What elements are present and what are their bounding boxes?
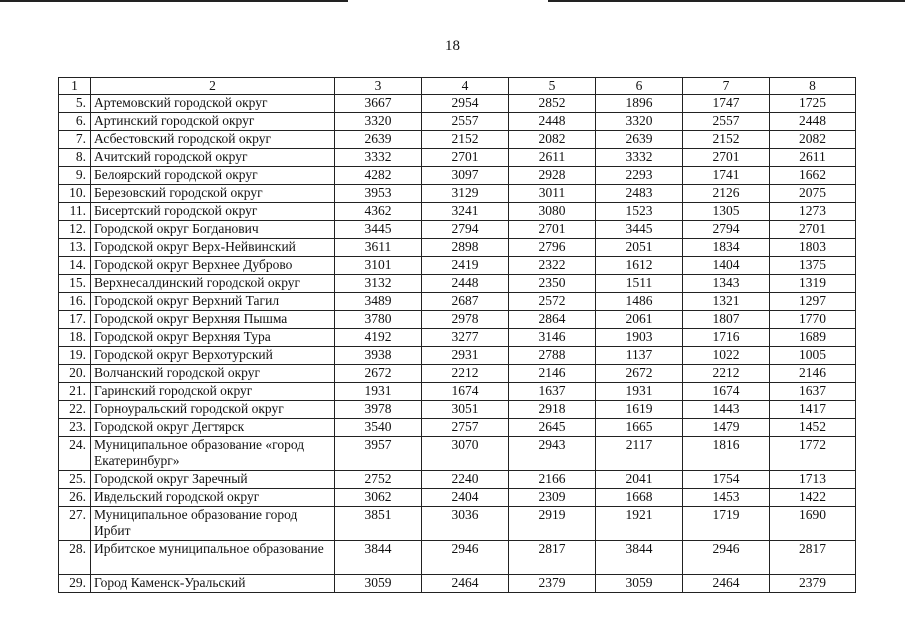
value-cell: 1443: [683, 401, 770, 419]
value-cell: 2152: [422, 131, 509, 149]
value-cell: 1903: [596, 329, 683, 347]
value-cell: 2645: [509, 419, 596, 437]
header-cell: 8: [770, 78, 856, 95]
municipality-name: Верхнесалдинский городской округ: [91, 275, 335, 293]
value-cell: 1523: [596, 203, 683, 221]
table-row: [59, 221, 856, 239]
table-row: [59, 203, 856, 221]
value-cell: 3059: [596, 575, 683, 593]
value-cell: 2126: [683, 185, 770, 203]
value-cell: 3097: [422, 167, 509, 185]
value-cell: 1668: [596, 489, 683, 507]
row-number: 28.: [59, 541, 91, 575]
value-cell: 2404: [422, 489, 509, 507]
header-row: [59, 78, 856, 95]
header-cell: 5: [509, 78, 596, 95]
municipality-name: Городской округ Верхняя Пышма: [91, 311, 335, 329]
value-cell: 2041: [596, 471, 683, 489]
table-row: [59, 507, 856, 541]
value-cell: 1417: [770, 401, 856, 419]
value-cell: 2152: [683, 131, 770, 149]
value-cell: 2051: [596, 239, 683, 257]
value-cell: 1453: [683, 489, 770, 507]
value-cell: 2082: [509, 131, 596, 149]
value-cell: 2464: [422, 575, 509, 593]
value-cell: 3540: [335, 419, 422, 437]
table-body: [59, 95, 856, 593]
row-number: 15.: [59, 275, 91, 293]
value-cell: 2146: [770, 365, 856, 383]
value-cell: 2752: [335, 471, 422, 489]
municipality-name: Ивдельский городской округ: [91, 489, 335, 507]
value-cell: 2611: [770, 149, 856, 167]
value-cell: 2943: [509, 437, 596, 471]
value-cell: 1674: [422, 383, 509, 401]
municipality-name: Городской округ Дегтярск: [91, 419, 335, 437]
row-number: 13.: [59, 239, 91, 257]
row-number: 17.: [59, 311, 91, 329]
value-cell: 1486: [596, 293, 683, 311]
table-row: [59, 275, 856, 293]
row-number: 26.: [59, 489, 91, 507]
value-cell: 1511: [596, 275, 683, 293]
header-cell: 3: [335, 78, 422, 95]
value-cell: 2672: [596, 365, 683, 383]
value-cell: 1619: [596, 401, 683, 419]
value-cell: 3332: [596, 149, 683, 167]
value-cell: 2864: [509, 311, 596, 329]
table-row: [59, 311, 856, 329]
value-cell: 3241: [422, 203, 509, 221]
value-cell: 3445: [596, 221, 683, 239]
value-cell: 1896: [596, 95, 683, 113]
value-cell: 2928: [509, 167, 596, 185]
header-cell: 7: [683, 78, 770, 95]
value-cell: 2082: [770, 131, 856, 149]
value-cell: 2061: [596, 311, 683, 329]
header-cell: 6: [596, 78, 683, 95]
value-cell: 2817: [770, 541, 856, 575]
municipality-name: Городской округ Заречный: [91, 471, 335, 489]
value-cell: 2639: [335, 131, 422, 149]
value-cell: 2701: [422, 149, 509, 167]
row-number: 27.: [59, 507, 91, 541]
value-cell: 1674: [683, 383, 770, 401]
value-cell: 2687: [422, 293, 509, 311]
value-cell: 1816: [683, 437, 770, 471]
value-cell: 1747: [683, 95, 770, 113]
value-cell: 1754: [683, 471, 770, 489]
value-cell: 1741: [683, 167, 770, 185]
value-cell: 3445: [335, 221, 422, 239]
value-cell: 3277: [422, 329, 509, 347]
value-cell: 1137: [596, 347, 683, 365]
table-row: [59, 131, 856, 149]
value-cell: 1772: [770, 437, 856, 471]
value-cell: 3036: [422, 507, 509, 541]
table-row: [59, 167, 856, 185]
row-number: 18.: [59, 329, 91, 347]
table-row: [59, 95, 856, 113]
value-cell: 1297: [770, 293, 856, 311]
value-cell: 1273: [770, 203, 856, 221]
value-cell: 2212: [683, 365, 770, 383]
value-cell: 2611: [509, 149, 596, 167]
data-table: [58, 77, 856, 593]
page-number: 18: [445, 38, 460, 54]
value-cell: 1321: [683, 293, 770, 311]
value-cell: 3320: [596, 113, 683, 131]
municipality-name: Волчанский городской округ: [91, 365, 335, 383]
value-cell: 3320: [335, 113, 422, 131]
table-row: [59, 347, 856, 365]
header-cell: 1: [59, 78, 91, 95]
header-cell: 4: [422, 78, 509, 95]
value-cell: 2483: [596, 185, 683, 203]
table-row: [59, 293, 856, 311]
row-number: 24.: [59, 437, 91, 471]
value-cell: 1452: [770, 419, 856, 437]
value-cell: 1637: [770, 383, 856, 401]
table-row: [59, 113, 856, 131]
municipality-name: Городской округ Верхняя Тура: [91, 329, 335, 347]
value-cell: 1931: [596, 383, 683, 401]
value-cell: 3844: [335, 541, 422, 575]
municipality-name: Артемовский городской округ: [91, 95, 335, 113]
table-row: [59, 365, 856, 383]
value-cell: 2419: [422, 257, 509, 275]
value-cell: 2946: [422, 541, 509, 575]
row-number: 12.: [59, 221, 91, 239]
value-cell: 1404: [683, 257, 770, 275]
value-cell: 3667: [335, 95, 422, 113]
table-row: [59, 257, 856, 275]
value-cell: 1716: [683, 329, 770, 347]
value-cell: 3611: [335, 239, 422, 257]
value-cell: 1612: [596, 257, 683, 275]
value-cell: 2852: [509, 95, 596, 113]
value-cell: 2146: [509, 365, 596, 383]
table-row: [59, 185, 856, 203]
value-cell: 2212: [422, 365, 509, 383]
municipality-name: Городской округ Верхний Тагил: [91, 293, 335, 311]
table-header: [59, 78, 856, 95]
value-cell: 2293: [596, 167, 683, 185]
value-cell: 1422: [770, 489, 856, 507]
value-cell: 2240: [422, 471, 509, 489]
value-cell: 2448: [770, 113, 856, 131]
value-cell: 2379: [770, 575, 856, 593]
value-cell: 1005: [770, 347, 856, 365]
value-cell: 2918: [509, 401, 596, 419]
value-cell: 2322: [509, 257, 596, 275]
value-cell: 1665: [596, 419, 683, 437]
value-cell: 3780: [335, 311, 422, 329]
municipality-name: Ирбитское муниципальное образование: [91, 541, 335, 575]
row-number: 19.: [59, 347, 91, 365]
municipality-name: Городской округ Верхнее Дуброво: [91, 257, 335, 275]
value-cell: 1931: [335, 383, 422, 401]
value-cell: 3332: [335, 149, 422, 167]
value-cell: 2757: [422, 419, 509, 437]
value-cell: 2817: [509, 541, 596, 575]
value-cell: 1719: [683, 507, 770, 541]
table-row: [59, 329, 856, 347]
value-cell: 1725: [770, 95, 856, 113]
municipality-name: Городской округ Верхотурский: [91, 347, 335, 365]
value-cell: 2701: [509, 221, 596, 239]
value-cell: 1807: [683, 311, 770, 329]
value-cell: 2796: [509, 239, 596, 257]
municipality-name: Ачитский городской округ: [91, 149, 335, 167]
municipality-name: Белоярский городской округ: [91, 167, 335, 185]
value-cell: 1834: [683, 239, 770, 257]
row-number: 8.: [59, 149, 91, 167]
municipality-name: Асбестовский городской округ: [91, 131, 335, 149]
municipality-name: Березовский городской округ: [91, 185, 335, 203]
row-number: 11.: [59, 203, 91, 221]
value-cell: 3953: [335, 185, 422, 203]
value-cell: 2978: [422, 311, 509, 329]
row-number: 23.: [59, 419, 91, 437]
value-cell: 4192: [335, 329, 422, 347]
value-cell: 3051: [422, 401, 509, 419]
value-cell: 1770: [770, 311, 856, 329]
value-cell: 2794: [683, 221, 770, 239]
top-rule-left: [0, 0, 348, 2]
value-cell: 2788: [509, 347, 596, 365]
row-number: 25.: [59, 471, 91, 489]
value-cell: 3101: [335, 257, 422, 275]
value-cell: 1022: [683, 347, 770, 365]
value-cell: 3059: [335, 575, 422, 593]
value-cell: 3851: [335, 507, 422, 541]
row-number: 7.: [59, 131, 91, 149]
municipality-name: Муниципальное образование город Ирбит: [91, 507, 335, 541]
table-row: [59, 489, 856, 507]
value-cell: 2794: [422, 221, 509, 239]
value-cell: 2919: [509, 507, 596, 541]
value-cell: 2309: [509, 489, 596, 507]
table-row: [59, 437, 856, 471]
row-number: 14.: [59, 257, 91, 275]
row-number: 6.: [59, 113, 91, 131]
value-cell: 3129: [422, 185, 509, 203]
table-row: [59, 149, 856, 167]
value-cell: 3080: [509, 203, 596, 221]
table-row: [59, 383, 856, 401]
value-cell: 2448: [422, 275, 509, 293]
row-number: 5.: [59, 95, 91, 113]
top-rule-right: [548, 0, 905, 2]
value-cell: 3132: [335, 275, 422, 293]
value-cell: 3011: [509, 185, 596, 203]
value-cell: 2672: [335, 365, 422, 383]
row-number: 29.: [59, 575, 91, 593]
value-cell: 2931: [422, 347, 509, 365]
value-cell: 2898: [422, 239, 509, 257]
value-cell: 3489: [335, 293, 422, 311]
value-cell: 2379: [509, 575, 596, 593]
table-row: [59, 575, 856, 593]
value-cell: 1713: [770, 471, 856, 489]
value-cell: 1662: [770, 167, 856, 185]
row-number: 9.: [59, 167, 91, 185]
table-row: [59, 541, 856, 575]
row-number: 22.: [59, 401, 91, 419]
municipality-name: Городской округ Богданович: [91, 221, 335, 239]
value-cell: 2701: [770, 221, 856, 239]
value-cell: 2954: [422, 95, 509, 113]
value-cell: 1690: [770, 507, 856, 541]
value-cell: 2701: [683, 149, 770, 167]
value-cell: 2350: [509, 275, 596, 293]
value-cell: 4282: [335, 167, 422, 185]
value-cell: 1689: [770, 329, 856, 347]
value-cell: 3070: [422, 437, 509, 471]
municipality-name: Городской округ Верх-Нейвинский: [91, 239, 335, 257]
municipality-name: Гаринский городской округ: [91, 383, 335, 401]
value-cell: 2557: [683, 113, 770, 131]
municipality-name: Муниципальное образование «город Екатеринбург»: [91, 437, 335, 471]
value-cell: 3938: [335, 347, 422, 365]
value-cell: 1343: [683, 275, 770, 293]
value-cell: 3062: [335, 489, 422, 507]
value-cell: 1305: [683, 203, 770, 221]
row-number: 16.: [59, 293, 91, 311]
value-cell: 2117: [596, 437, 683, 471]
municipality-name: Горноуральский городской округ: [91, 401, 335, 419]
value-cell: 3978: [335, 401, 422, 419]
value-cell: 2448: [509, 113, 596, 131]
row-number: 10.: [59, 185, 91, 203]
row-number: 20.: [59, 365, 91, 383]
value-cell: 1375: [770, 257, 856, 275]
municipality-name: Артинский городской округ: [91, 113, 335, 131]
table-row: [59, 419, 856, 437]
value-cell: 2075: [770, 185, 856, 203]
value-cell: 2464: [683, 575, 770, 593]
value-cell: 3146: [509, 329, 596, 347]
value-cell: 1803: [770, 239, 856, 257]
value-cell: 1921: [596, 507, 683, 541]
table-row: [59, 471, 856, 489]
value-cell: 2946: [683, 541, 770, 575]
value-cell: 1479: [683, 419, 770, 437]
table-row: [59, 401, 856, 419]
header-cell: 2: [91, 78, 335, 95]
value-cell: 4362: [335, 203, 422, 221]
value-cell: 1319: [770, 275, 856, 293]
value-cell: 2572: [509, 293, 596, 311]
value-cell: 2557: [422, 113, 509, 131]
row-number: 21.: [59, 383, 91, 401]
municipality-name: Город Каменск-Уральский: [91, 575, 335, 593]
value-cell: 1637: [509, 383, 596, 401]
municipality-name: Бисертский городской округ: [91, 203, 335, 221]
value-cell: 3844: [596, 541, 683, 575]
value-cell: 2639: [596, 131, 683, 149]
table-row: [59, 239, 856, 257]
value-cell: 3957: [335, 437, 422, 471]
value-cell: 2166: [509, 471, 596, 489]
